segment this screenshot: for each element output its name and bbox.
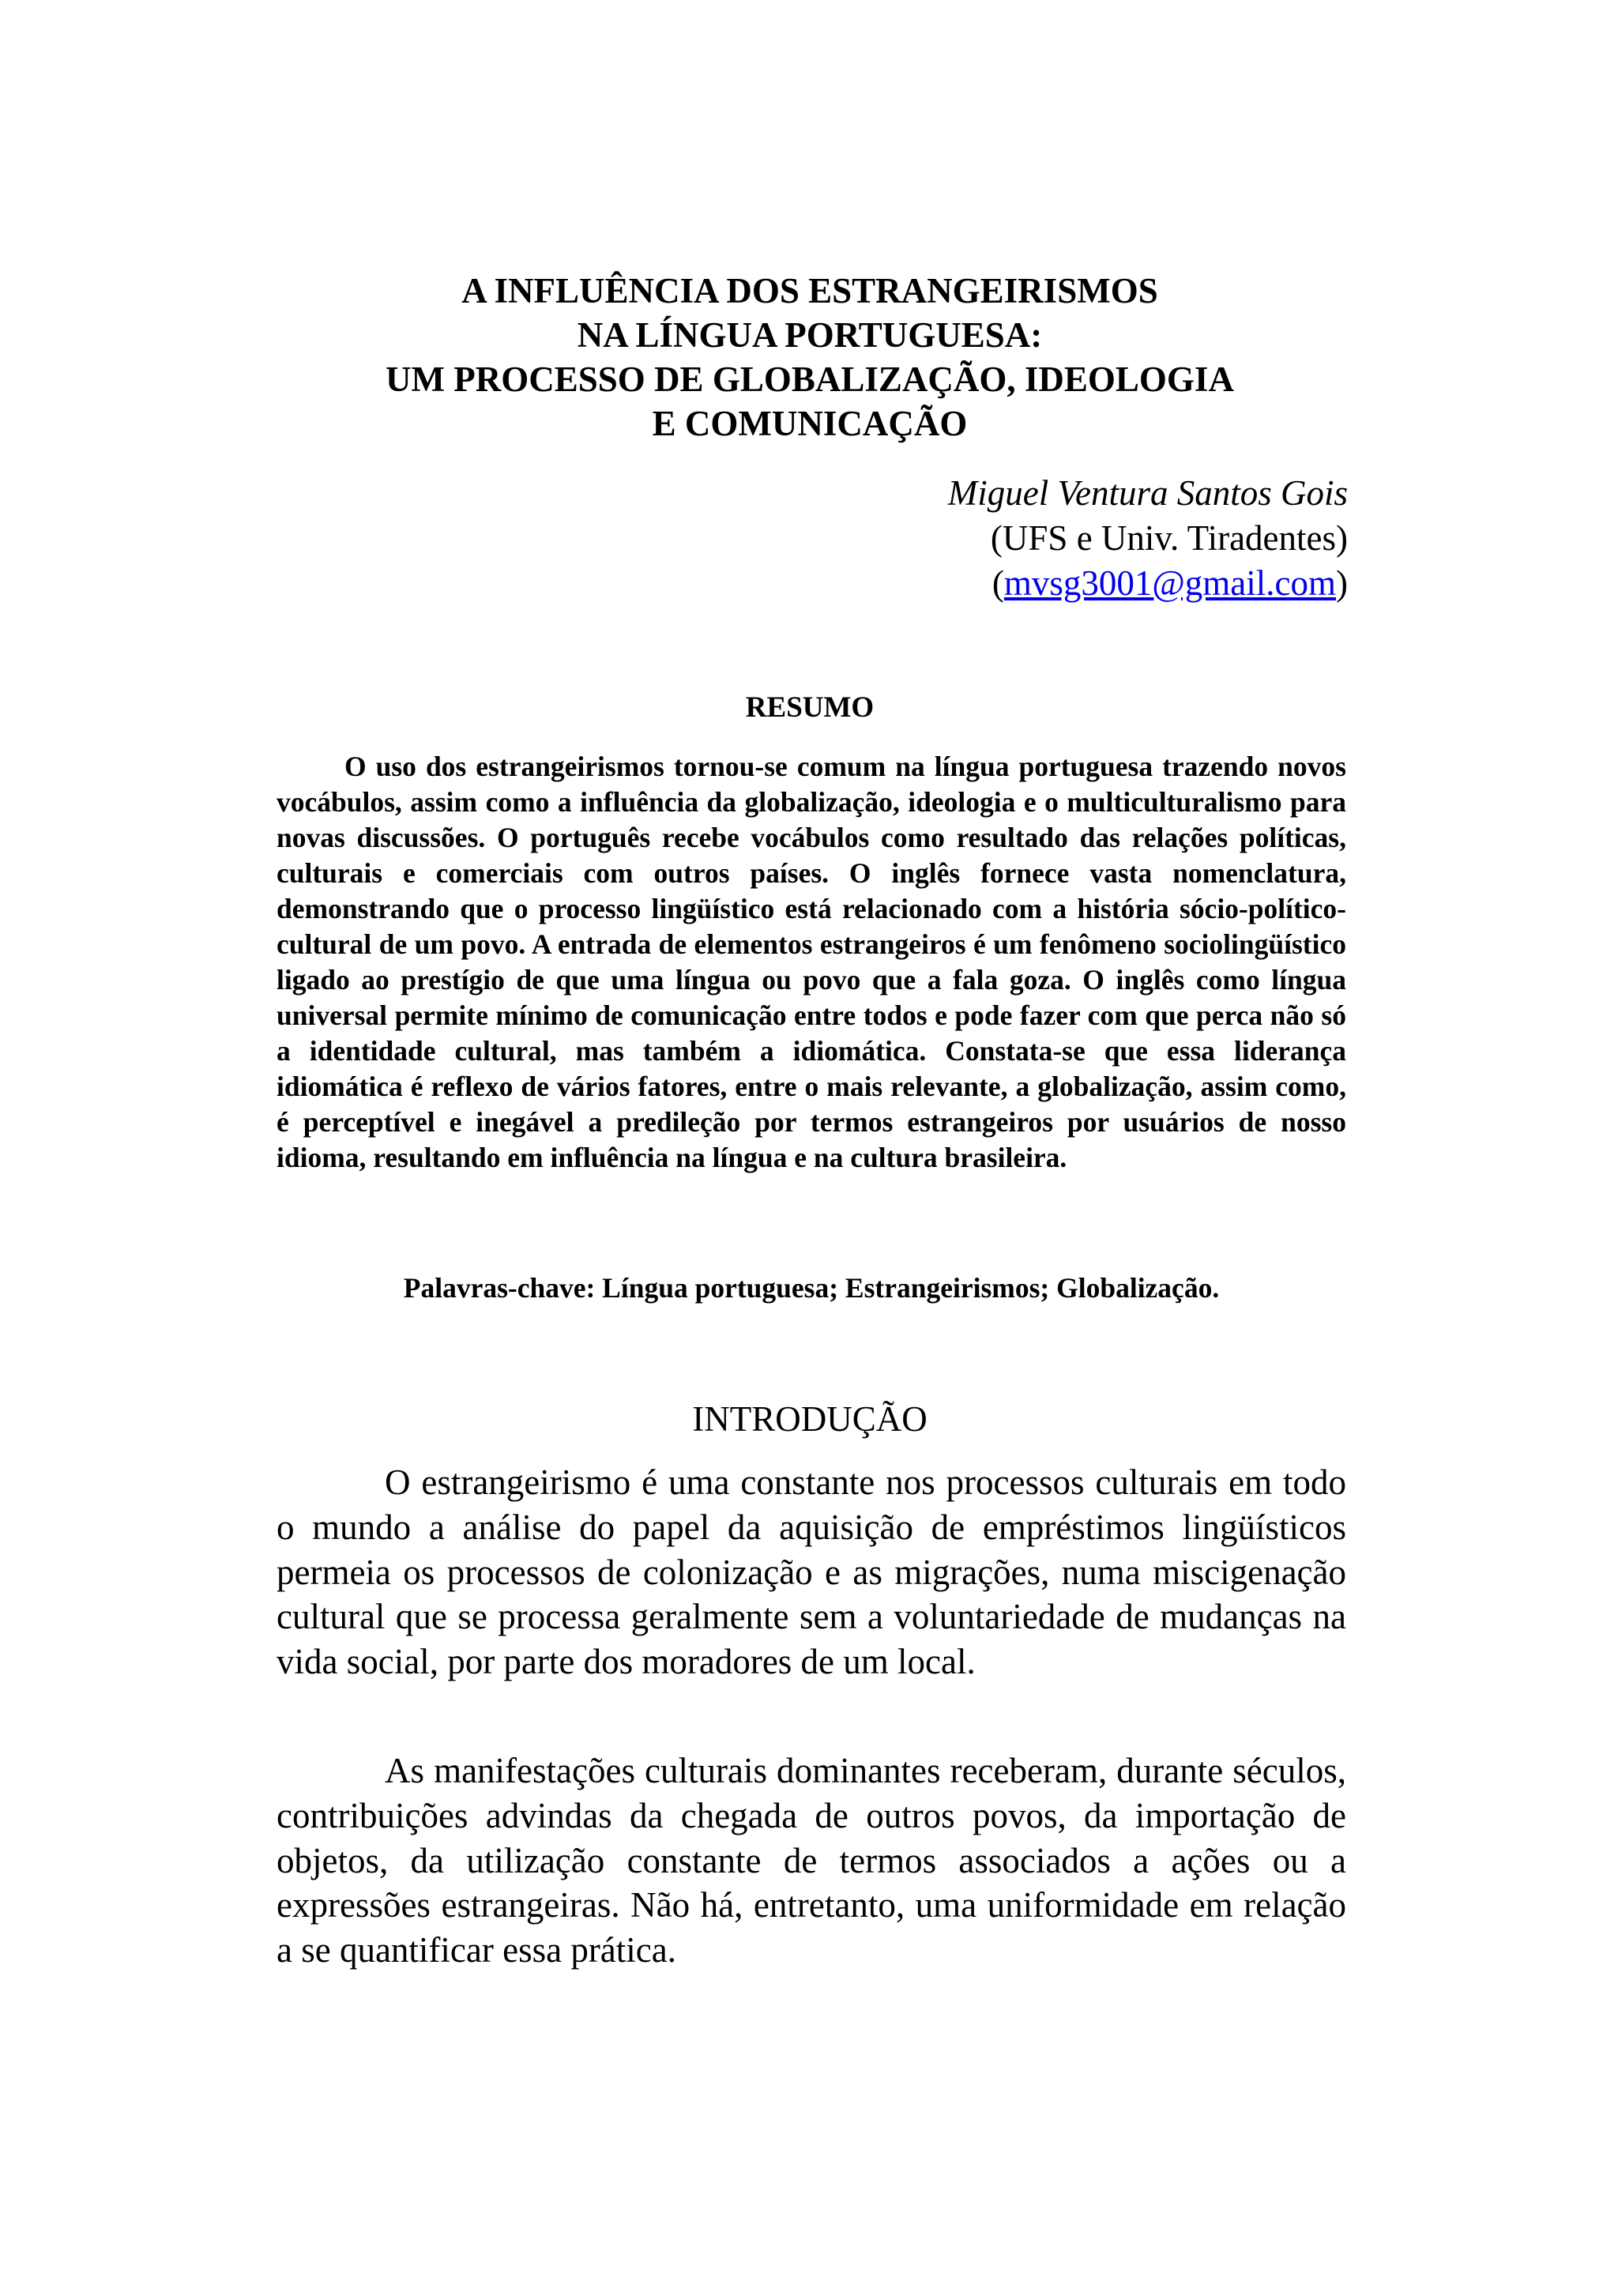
keywords: Palavras-chave: Língua portuguesa; Estrangeirismos; Globalização. [403, 1272, 1220, 1304]
section-heading-introduction: INTRODUÇÃO [692, 1399, 928, 1439]
title-line: UM PROCESSO DE GLOBALIZAÇÃO, IDEOLOGIA [386, 359, 1234, 399]
author-name: Miguel Ventura Santos Gois [947, 473, 1348, 513]
abstract-text: O uso dos estrangeirismos tornou-se comum na língua portuguesa trazendo novos vocábulos, assim como a influência da globalização, ideologia e o multiculturalismo para novas discussões. O português recebe vocábulos como resultado das relações políticas, culturais e comerciais com outros países. O inglês fornece vasta nomenclatura, demonstrando que o processo lingüístico está relacionado com a história sócio-político-cultural de um povo. A entrada de elementos estrangeiros é um fenômeno sociolingüístico ligado ao prestígio de que uma língua ou povo que a fala goza. O inglês como língua universal permite mínimo de comunicação entre todos e pode fazer com que perca não só a identidade cultural, mas também a idiomática. Constata-se que essa liderança idiomática é reflexo de vários fatores, entre o mais relevante, a globalização, assim como, é perceptível e inegável a predileção por termos estrangeiros por usuários de nosso idioma, resultando em influência na língua e na cultura brasileira. [277, 751, 1346, 1173]
email-open-paren: ( [991, 563, 1004, 603]
author-block [948, 471, 1348, 606]
email-close-paren: ) [1336, 563, 1348, 603]
author-email-line [948, 561, 1348, 606]
title-line: A INFLUÊNCIA DOS ESTRANGEIRISMOS [461, 271, 1158, 311]
abstract-heading: RESUMO [745, 691, 875, 724]
title-line: E COMUNICAÇÃO [652, 404, 968, 443]
author-affiliation: (UFS e Univ. Tiradentes) [990, 518, 1348, 558]
body-paragraph: O estrangeirismo é uma constante nos processos culturais em todo o mundo a análise do papel da aquisição de empréstimos lingüísticos permeia os processos de colonização e as migrações, numa miscigenação cultural que se processa geralmente sem a voluntariedade de mudanças na vida social, por parte dos moradores de um local. [277, 1462, 1346, 1682]
paper-title [277, 269, 1343, 446]
title-line: NA LÍNGUA PORTUGUESA: [577, 315, 1043, 355]
author-email-link[interactable]: mvsg3001@gmail.com [1003, 563, 1336, 603]
body-paragraph: As manifestações culturais dominantes receberam, durante séculos, contribuições advindas da chegada de outros povos, da importação de objetos, da utilização constante de termos associados a ações ou a expressões estrangeiras. Não há, entretanto, uma uniformidade em relação a se quantificar essa prática. [277, 1751, 1346, 1970]
